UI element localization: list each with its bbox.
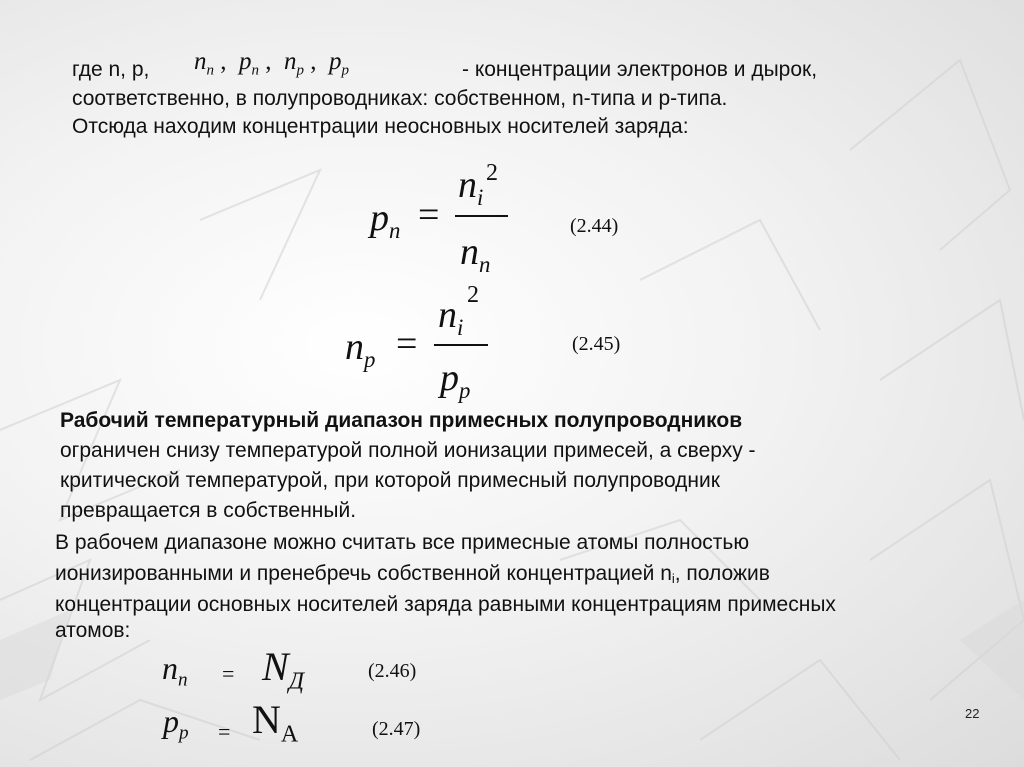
formula-2-45-exponent: 2 <box>467 282 479 308</box>
formula-2-45-denominator: $p_p$ <box>440 357 471 403</box>
formula-2-47-rhs: $N_A$ <box>252 697 299 748</box>
intro-line-2: соответственно, в полупроводниках: собственном, n-типа и p-типа. <box>72 87 728 110</box>
formula-2-44-equals: = <box>418 194 440 236</box>
symbol-p-n: $p_n$ <box>239 48 259 79</box>
formula-2-46-number: (2.46) <box>368 660 417 682</box>
formula-2-47-lhs: $p_p$ <box>163 703 189 744</box>
symbol-p-p: $p_p$ <box>329 48 349 79</box>
paragraph-2-line-4: атомов: <box>55 619 131 642</box>
paragraph-1-line-2: ограничен снизу температурой полной ионизации примесей, а сверху - <box>60 439 756 462</box>
formula-2-44-fraction-bar <box>455 215 508 217</box>
symbol-n-p: $n_p$ <box>284 48 304 79</box>
intro-line-3: Отсюда находим концентрации неосновных носителей заряда: <box>72 115 689 138</box>
intro-suffix: - концентрации электронов и дырок, <box>462 58 818 81</box>
paragraph-1-heading: Рабочий температурный диапазон примесных полупроводников <box>60 409 743 432</box>
formula-2-47-number: (2.47) <box>372 718 421 740</box>
formula-2-45-number: (2.45) <box>572 333 621 355</box>
intro-prefix: где n, p, <box>72 58 150 81</box>
paragraph-2-line-2: ионизированными и пренебречь собственной концентрацией ni, положив <box>55 562 770 586</box>
formula-2-44-lhs: $p_n$ <box>370 197 401 243</box>
formula-2-47-equals: = <box>218 719 231 744</box>
paragraph-2-line-3: концентрации основных носителей заряда равными концентрациям примесных <box>55 593 836 616</box>
formula-2-44-number: (2.44) <box>570 215 619 237</box>
formula-2-44-denominator: $n_n$ <box>460 231 491 277</box>
formula-2-44-numerator: $n_i$ <box>458 164 484 210</box>
formula-2-45-equals: = <box>396 323 418 365</box>
paragraph-1-line-4: превращается в собственный. <box>60 499 357 522</box>
formula-2-45-numerator: $n_i$ <box>438 294 464 340</box>
paragraph-2-line-1: В рабочем диапазоне можно считать все примесные атомы полностью <box>55 531 750 554</box>
formula-2-46-lhs: $n_n$ <box>162 650 188 691</box>
intro-symbols: $n_n$ , $p_n$ , $n_p$ , $p_p$ <box>194 48 349 79</box>
formula-2-46-rhs: $N_Д$ <box>262 644 304 695</box>
formula-2-44-exponent: 2 <box>486 160 498 186</box>
page-number: 22 <box>965 706 980 721</box>
paragraph-1-line-3: критической температурой, при которой примесный полупроводник <box>60 469 720 492</box>
formula-2-45-fraction-bar <box>434 344 488 346</box>
symbol-n-n: $n_n$ <box>194 48 214 79</box>
formula-2-46-equals: = <box>222 661 235 686</box>
formula-2-45-lhs: $n_p$ <box>345 326 376 372</box>
